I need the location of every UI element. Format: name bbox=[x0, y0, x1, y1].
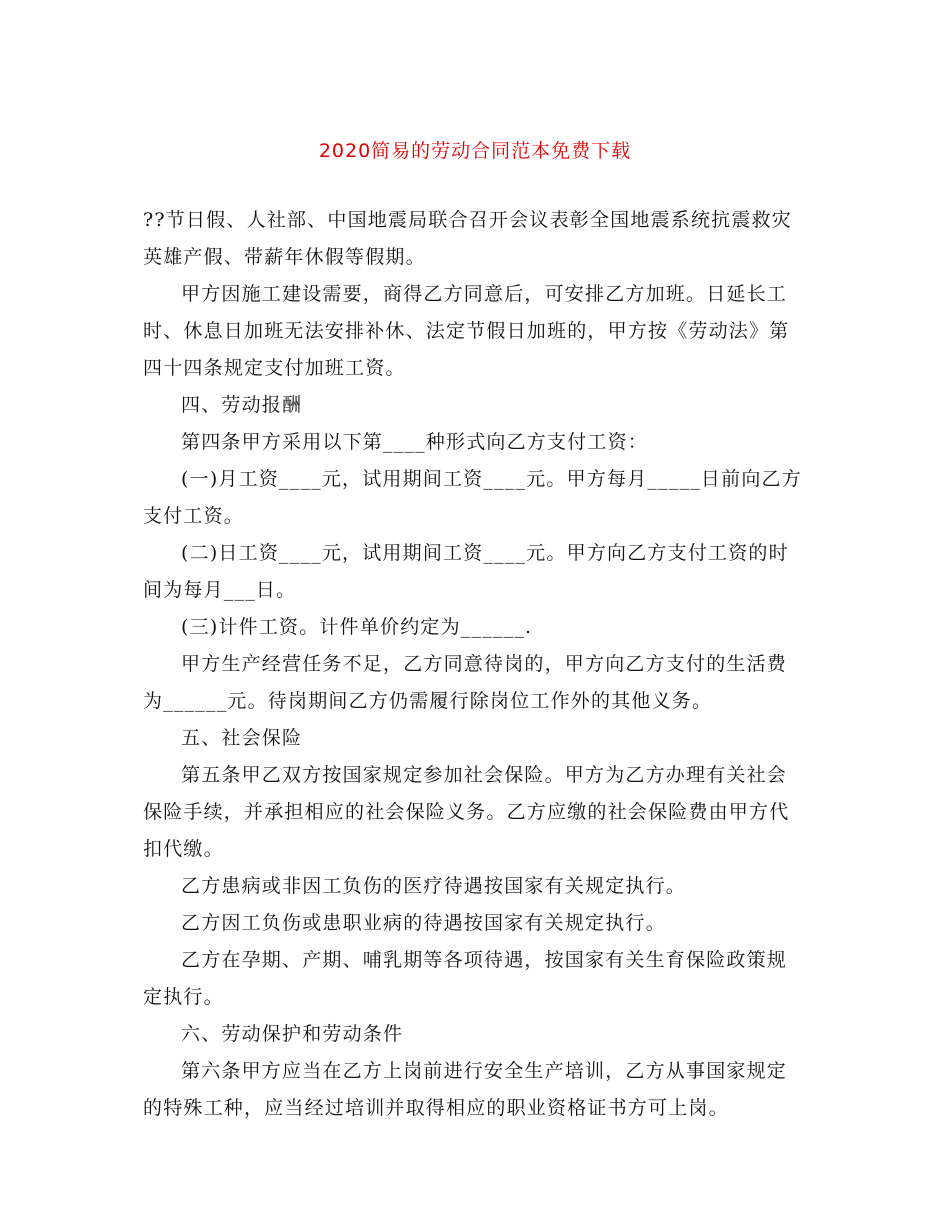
paragraph: 乙方在孕期、产期、哺乳期等各项待遇，按国家有关生育保险政策规定执行。 bbox=[143, 949, 788, 1008]
paragraph: 四、劳动报酬 bbox=[181, 394, 303, 416]
paragraph: 第六条甲方应当在乙方上岗前进行安全生产培训，乙方从事国家规定的特殊工种，应当经过培训并取得相应的职业资格证书方可上岗。 bbox=[143, 1060, 788, 1119]
paragraph: 六、劳动保护和劳动条件 bbox=[181, 1023, 404, 1045]
paragraph: 五、社会保险 bbox=[181, 727, 303, 749]
paragraph: (三)计件工资。计件单价约定为______. bbox=[181, 616, 533, 638]
paragraph: (二)日工资____元，试用期间工资____元。甲方向乙方支付工资的时间为每月___日。 bbox=[143, 542, 789, 601]
paragraph: 甲方因施工建设需要，商得乙方同意后，可安排乙方加班。日延长工时、休息日加班无法安排补休、法定节假日加班的，甲方按《劳动法》第四十四条规定支付加班工资。 bbox=[143, 283, 790, 379]
paragraph: 甲方生产经营任务不足，乙方同意待岗的，甲方向乙方支付的生活费为______元。待岗期间乙方仍需履行除岗位工作外的其他义务。 bbox=[143, 653, 788, 712]
paragraph: 乙方因工负伤或患职业病的待遇按国家有关规定执行。 bbox=[181, 912, 666, 934]
document-body bbox=[143, 202, 807, 1127]
paragraph: 乙方患病或非因工负伤的医疗待遇按国家有关规定执行。 bbox=[181, 875, 687, 897]
paragraph: ??节日假、人社部、中国地震局联合召开会议表彰全国地震系统抗震救灾英雄产假、带薪年休假等假期。 bbox=[143, 209, 792, 268]
paragraph: (一)月工资____元，试用期间工资____元。甲方每月_____日前向乙方支付工资。 bbox=[143, 468, 802, 527]
document-title: 2020简易的劳动合同范本免费下载 bbox=[318, 140, 632, 162]
paragraph: 第五条甲乙双方按国家规定参加社会保险。甲方为乙方办理有关社会保险手续，并承担相应的社会保险义务。乙方应缴的社会保险费由甲方代扣代缴。 bbox=[143, 764, 790, 860]
paragraph: 第四条甲方采用以下第____种形式向乙方支付工资： bbox=[181, 431, 649, 453]
